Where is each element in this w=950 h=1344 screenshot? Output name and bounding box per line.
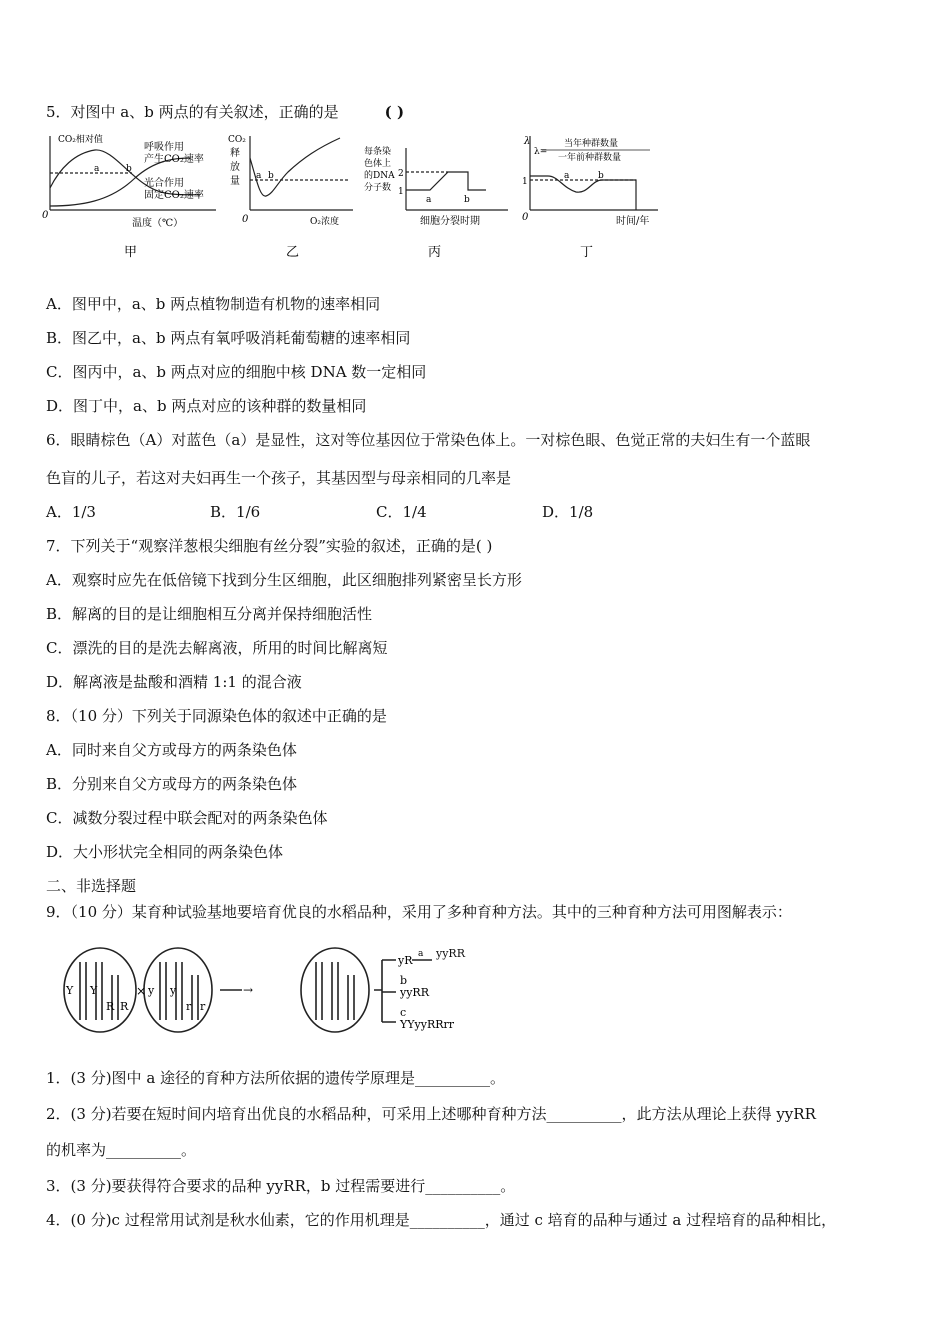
- jia-curve2-line1: 光合作用: [144, 178, 184, 189]
- figure-yi: [228, 128, 358, 268]
- q9-sub4: 4．(0 分)c 过程常用试剂是秋水仙素，它的作用机理是__________，通过 c 培育的品种与通过 a 过程培育的品种相比，: [46, 1211, 837, 1229]
- q7-option-a: A．观察时应先在低倍镜下找到分生区细胞，此区细胞排列紧密呈长方形: [46, 571, 522, 589]
- yi-xlabel: O₂浓度: [310, 217, 339, 227]
- branch-a-end: yyRR: [436, 947, 465, 960]
- q9-stem: 9．（10 分）某育种试验基地要培育优良的水稻品种，采用了多种育种方法。其中的三种育种方法可用图解表示：: [46, 903, 792, 921]
- figure-ding: [518, 128, 668, 268]
- q9-sub3: 3．(3 分)要获得符合要求的品种 yyRR，b 过程需要进行__________。: [46, 1177, 516, 1195]
- yi-ylabel-1: 释: [230, 148, 240, 159]
- cell1-Y1: Y: [66, 984, 74, 997]
- q8-option-b: B．分别来自父方或母方的两条染色体: [46, 775, 298, 793]
- diagram-arrow: →: [243, 983, 254, 997]
- q6-option-d: D．1/8: [542, 503, 594, 521]
- jia-point-a: a: [94, 164, 100, 174]
- jia-caption: 甲: [124, 245, 138, 260]
- ding-formula-den: 一年前种群数量: [558, 153, 622, 163]
- cell1-Y2: Y: [90, 984, 98, 997]
- q8-stem: 8．（10 分）下列关于同源染色体的叙述中正确的是: [46, 707, 387, 725]
- branch-c-end: YYyyRRrr: [400, 1018, 455, 1031]
- q5-stem: 5．对图中 a、b 两点的有关叙述，正确的是 ( ): [46, 103, 405, 121]
- q6-stem-line1: 6．眼睛棕色（A）对蓝色（a）是显性，这对等位基因位于常染色体上。一对棕色眼、色觉正常的夫妇生有一个蓝眼: [46, 431, 811, 449]
- cell2-y2: y: [170, 984, 177, 997]
- bing-ylabel-3: 分子数: [364, 183, 392, 193]
- bing-point-a: a: [426, 195, 432, 205]
- q8-option-d: D．大小形状完全相同的两条染色体: [46, 843, 284, 861]
- bing-point-b: b: [464, 195, 470, 205]
- q9-sub1: 1．(3 分)图中 a 途径的育种方法所依据的遗传学原理是__________。: [46, 1069, 506, 1087]
- jia-curve2-line2: 固定CO₂速率: [144, 190, 204, 201]
- yi-point-a: a: [256, 171, 262, 181]
- bing-tick-1: 1: [398, 187, 404, 197]
- ding-point-a: a: [564, 171, 570, 181]
- jia-xlabel: 温度（℃）: [132, 218, 184, 229]
- yi-origin: 0: [242, 214, 249, 225]
- bing-caption: 丙: [428, 245, 442, 260]
- q5-option-d: D．图丁中，a、b 两点对应的该种群的数量相同: [46, 397, 367, 415]
- yi-ylabel-2: 放: [230, 162, 240, 173]
- yi-ylabel-3: 量: [230, 176, 240, 187]
- bing-xlabel: 细胞分裂时期: [420, 216, 480, 227]
- cell1-R2: R: [120, 1000, 129, 1013]
- branch-a-label: a: [418, 949, 424, 959]
- q8-option-c: C．减数分裂过程中联会配对的两条染色体: [46, 809, 328, 827]
- yi-point-b: b: [268, 171, 274, 181]
- bing-ylabel-0: 每条染: [364, 147, 392, 157]
- branch-a-mid: yR: [398, 954, 413, 967]
- yi-caption: 乙: [286, 245, 300, 260]
- jia-ylabel: CO₂相对值: [58, 135, 103, 145]
- q8-option-a: A．同时来自父方或母方的两条染色体: [46, 741, 297, 759]
- jia-curve1-line1: 呼吸作用: [144, 142, 184, 153]
- ding-formula-num: 当年种群数量: [564, 139, 619, 149]
- q6-option-a: A．1/3: [46, 503, 96, 521]
- cell2-y1: y: [148, 984, 155, 997]
- ding-xlabel: 时间/年: [616, 216, 650, 227]
- ding-point-b: b: [598, 171, 604, 181]
- ding-tick-1: 1: [522, 177, 528, 187]
- figure-jia: [40, 128, 230, 268]
- cell2-r1: r: [186, 1000, 192, 1013]
- figure-bing: [358, 128, 518, 268]
- q5-option-c: C．图丙中，a、b 两点对应的细胞中核 DNA 数一定相同: [46, 363, 427, 381]
- q6-stem-line2: 色盲的儿子，若这对夫妇再生一个孩子，其基因型与母亲相同的几率是: [46, 469, 512, 487]
- bing-ylabel-2: 的DNA: [364, 171, 395, 181]
- jia-curve1-line2: 产生CO₂速率: [144, 154, 204, 165]
- cross-symbol: ×: [136, 984, 147, 998]
- q5-option-b: B．图乙中，a、b 两点有氧呼吸消耗葡萄糖的速率相同: [46, 329, 411, 347]
- jia-origin: 0: [42, 210, 49, 221]
- q6-option-c: C．1/4: [376, 503, 427, 521]
- section-title: 二、非选择题: [46, 877, 137, 895]
- q5-option-a: A．图甲中，a、b 两点植物制造有机物的速率相同: [46, 295, 381, 313]
- bing-tick-2: 2: [398, 169, 404, 179]
- q7-option-b: B．解离的目的是让细胞相互分离并保持细胞活性: [46, 605, 373, 623]
- cell1-R1: R: [106, 1000, 115, 1013]
- branch-b-label: b: [400, 974, 408, 987]
- yi-ylabel-0: CO₂: [228, 135, 246, 145]
- ding-formula-lhs: λ=: [534, 147, 548, 157]
- branch-b-end: yyRR: [400, 986, 429, 999]
- q6-option-b: B．1/6: [210, 503, 261, 521]
- q7-stem: 7．下列关于“观察洋葱根尖细胞有丝分裂”实验的叙述，正确的是( ): [46, 537, 493, 555]
- ding-lambda: λ: [524, 136, 531, 147]
- q7-option-d: D．解离液是盐酸和酒精 1:1 的混合液: [46, 673, 302, 691]
- jia-point-b: b: [126, 164, 132, 174]
- q9-sub2-line1: 2．(3 分)若要在短时间内培育出优良的水稻品种，可采用上述哪种育种方法__________，此方法从理论上获得 yyRR: [46, 1105, 816, 1123]
- cell2-r2: r: [200, 1000, 206, 1013]
- branch-c-label: c: [400, 1006, 407, 1019]
- q9-sub2-line2: 的机率为__________。: [46, 1141, 197, 1159]
- bing-ylabel-1: 色体上: [364, 159, 392, 169]
- ding-caption: 丁: [580, 245, 594, 260]
- q7-option-c: C．漂洗的目的是洗去解离液，所用的时间比解离短: [46, 639, 388, 657]
- ding-origin: 0: [522, 212, 529, 223]
- q9-diagram: [60, 940, 455, 1040]
